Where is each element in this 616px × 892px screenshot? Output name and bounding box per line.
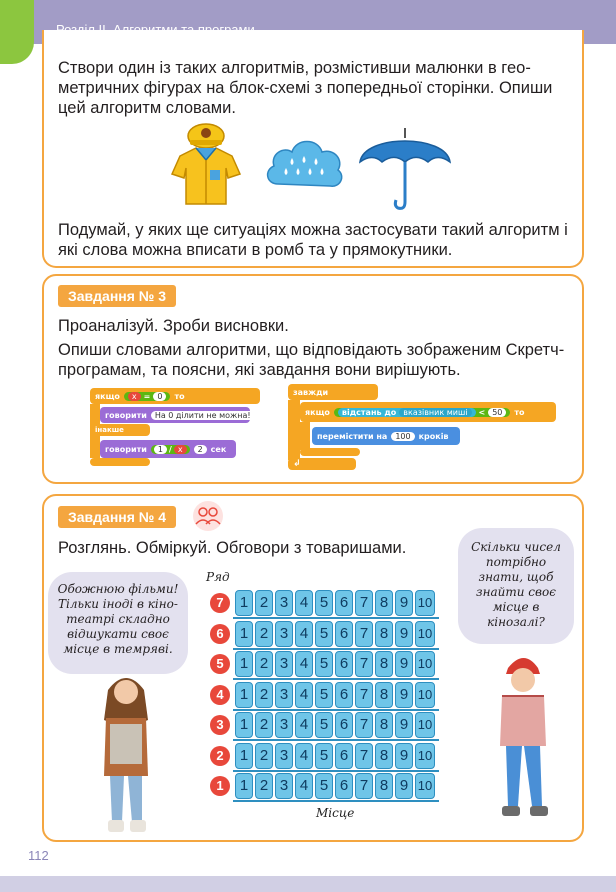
seat: 10	[415, 651, 435, 677]
seat: 3	[275, 773, 293, 799]
distance-label: відстань до	[341, 407, 397, 417]
seat: 1	[235, 712, 253, 738]
row-number-badge: 5	[210, 654, 230, 674]
seat: 6	[335, 743, 353, 769]
loop-arrow-icon: ↲	[293, 459, 301, 469]
seat-caption: Місце	[316, 806, 355, 820]
seat: 2	[255, 682, 273, 708]
seat: 5	[315, 712, 333, 738]
seat: 2	[255, 773, 273, 799]
seat: 6	[335, 682, 353, 708]
seat: 3	[275, 621, 293, 647]
seat: 8	[375, 590, 393, 616]
seat: 3	[275, 651, 293, 677]
seat: 8	[375, 773, 393, 799]
seat: 9	[395, 743, 413, 769]
pair-work-icon	[192, 500, 224, 532]
seat: 2	[255, 743, 273, 769]
zero-value: 0	[153, 392, 166, 401]
move-label: перемістити на	[317, 431, 388, 441]
seat: 2	[255, 590, 273, 616]
if-block-2	[300, 402, 556, 422]
seat: 5	[315, 743, 333, 769]
steps-label: кроків	[418, 431, 449, 441]
seat: 8	[375, 621, 393, 647]
seat: 7	[355, 712, 373, 738]
if-else-end	[90, 458, 150, 466]
girl-illustration	[90, 672, 162, 836]
one-value: 1	[154, 445, 167, 454]
lt-sign: <	[478, 407, 486, 417]
fifty-value: 50	[488, 408, 506, 417]
seat: 3	[275, 682, 293, 708]
say-block-2	[100, 440, 236, 458]
seat-row	[235, 590, 435, 618]
seat: 1	[235, 621, 253, 647]
seat: 4	[295, 773, 313, 799]
forever-label: завжди	[293, 387, 329, 397]
row-number-badge: 7	[210, 593, 230, 613]
task4-badge: Завдання № 4	[58, 506, 176, 528]
seat-row-base	[233, 739, 439, 741]
seat: 9	[395, 712, 413, 738]
forever-end	[288, 458, 356, 470]
move-block	[312, 427, 460, 445]
seat: 10	[415, 682, 435, 708]
seat-row	[235, 621, 435, 649]
seat-row-base	[233, 617, 439, 619]
say-text: На 0 ділити не можна!	[151, 411, 255, 420]
seat: 9	[395, 773, 413, 799]
eq-sign: =	[143, 391, 151, 401]
seat-row-base	[233, 678, 439, 680]
divide-sign: /	[168, 444, 172, 454]
seat: 7	[355, 621, 373, 647]
pointer-dropdown: вказівник миші	[399, 408, 471, 417]
seat-row-base	[233, 770, 439, 772]
equals-operator	[124, 392, 171, 401]
forever-frame	[288, 400, 300, 460]
seat-row	[235, 682, 435, 710]
seat: 8	[375, 743, 393, 769]
if-block	[90, 388, 260, 404]
girl-speech-bubble: Обожнюю фільми! Тільки іноді в кінотеатрі складно відшукати своє місце в темряві.	[48, 572, 188, 674]
task4-line1: Розглянь. Обміркуй. Обговори з товаришами.	[58, 539, 407, 557]
say-label: говорити	[105, 410, 147, 420]
two-value: 2	[194, 445, 207, 454]
row-number-badge: 2	[210, 746, 230, 766]
seat-row	[235, 651, 435, 679]
task3-badge: Завдання № 3	[58, 285, 176, 307]
umbrella-icon	[356, 122, 454, 212]
seat: 1	[235, 590, 253, 616]
say2-label: говорити	[105, 444, 147, 454]
seat: 5	[315, 621, 333, 647]
seat: 3	[275, 712, 293, 738]
rain-cloud-icon	[262, 130, 346, 196]
shirt-cap-icon	[168, 120, 244, 206]
seat: 4	[295, 743, 313, 769]
seat: 7	[355, 651, 373, 677]
seat: 7	[355, 682, 373, 708]
seat: 4	[295, 682, 313, 708]
task3-line2: Опиши словами алгоритми, що відповідають зображеним Скретч-програмам, та поясни, які завдання вони вирішують.	[58, 341, 565, 379]
row-number-badge: 4	[210, 685, 230, 705]
row-caption: Ряд	[206, 570, 230, 584]
chapter-tab	[0, 0, 34, 64]
seat-row	[235, 773, 435, 801]
boy-speech-bubble: Скільки чисел потрібно знати, щоб знайти своє місце в кінозалі?	[458, 528, 574, 644]
then-label: то	[174, 391, 185, 401]
seat: 2	[255, 712, 273, 738]
seat: 6	[335, 590, 353, 616]
seat-row-base	[233, 648, 439, 650]
seat: 3	[275, 743, 293, 769]
task3-line1: Проаналізуй. Зроби висновки.	[58, 317, 289, 335]
if-label-2: якщо	[305, 407, 330, 417]
seat: 5	[315, 651, 333, 677]
seat: 10	[415, 712, 435, 738]
seat: 7	[355, 590, 373, 616]
seat: 8	[375, 712, 393, 738]
var-x: x	[128, 392, 141, 401]
seat: 6	[335, 773, 353, 799]
row-number-badge: 1	[210, 776, 230, 796]
var-x-2: x	[174, 445, 187, 454]
seat-row-base	[233, 709, 439, 711]
divide-operator	[151, 445, 190, 454]
seat: 1	[235, 773, 253, 799]
seat: 6	[335, 712, 353, 738]
page-number: 112	[28, 848, 49, 863]
less-than-operator	[334, 408, 511, 417]
seat: 3	[275, 590, 293, 616]
distance-sensor	[338, 408, 476, 417]
seat: 1	[235, 651, 253, 677]
then-label-2: то	[514, 407, 525, 417]
seat: 10	[415, 773, 435, 799]
else-block	[90, 424, 150, 436]
seat: 1	[235, 682, 253, 708]
section1-outro: Подумай, у яких ще ситуаціях можна застосувати такий алгоритм і які слова можна вписати в ромб та у прямокутники.	[58, 221, 568, 259]
if-end-2	[300, 448, 360, 456]
seat: 7	[355, 773, 373, 799]
seat: 5	[315, 590, 333, 616]
seat: 2	[255, 621, 273, 647]
footer-bar	[0, 876, 616, 892]
seat: 4	[295, 621, 313, 647]
hundred-value: 100	[391, 432, 414, 441]
say-block-1	[100, 407, 250, 423]
seat: 9	[395, 651, 413, 677]
seat: 10	[415, 590, 435, 616]
seat: 2	[255, 651, 273, 677]
row-number-badge: 3	[210, 715, 230, 735]
seat: 9	[395, 590, 413, 616]
seat: 7	[355, 743, 373, 769]
seat: 4	[295, 590, 313, 616]
seat: 4	[295, 651, 313, 677]
seat: 5	[315, 773, 333, 799]
seat: 10	[415, 621, 435, 647]
seat-row	[235, 743, 435, 771]
else-label: інакше	[95, 426, 124, 434]
seat: 9	[395, 682, 413, 708]
sec-label: сек	[210, 444, 227, 454]
seat: 6	[335, 621, 353, 647]
seat: 8	[375, 682, 393, 708]
seat: 4	[295, 712, 313, 738]
seat: 10	[415, 743, 435, 769]
seat: 8	[375, 651, 393, 677]
forever-block	[288, 384, 378, 400]
seat-row	[235, 712, 435, 740]
if-frame-2	[300, 422, 310, 450]
seat: 6	[335, 651, 353, 677]
seat: 9	[395, 621, 413, 647]
seat-row-base	[233, 800, 439, 802]
seat: 5	[315, 682, 333, 708]
if-label: якщо	[95, 391, 120, 401]
row-number-badge: 6	[210, 624, 230, 644]
boy-illustration	[488, 654, 558, 824]
section1-intro: Створи один із таких алгоритмів, розмістивши малюнки в геометричних фігурах на блок-схемі з попередньої сторінки. Опиши цей алгоритм словами.	[58, 59, 553, 117]
seat: 1	[235, 743, 253, 769]
